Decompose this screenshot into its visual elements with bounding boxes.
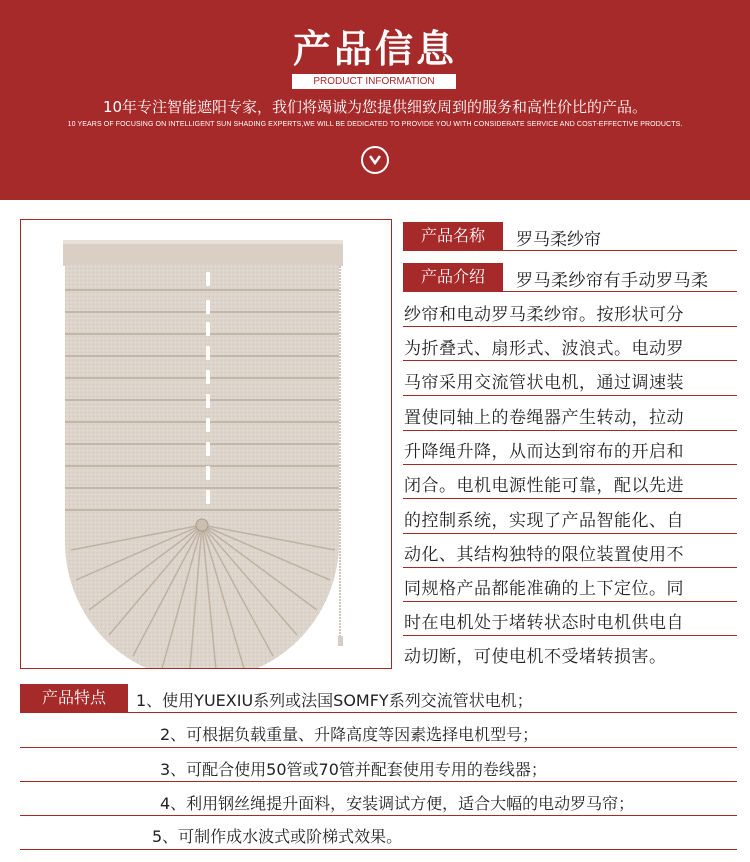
- subtitle-box: [292, 72, 456, 90]
- intro-line: 马帘采用交流管状电机，通过调速装: [404, 373, 684, 393]
- intro-line: 闭合。电机电源性能可靠，配以先进: [404, 476, 684, 496]
- divider: [403, 567, 737, 568]
- feature-item: 2、可根据负载重量、升降高度等因素选择电机型号；: [160, 725, 539, 744]
- product-image: [20, 219, 392, 669]
- chevron-down-circle-icon[interactable]: [361, 146, 389, 174]
- header-banner: [0, 0, 750, 200]
- intro-line: 的控制系统，实现了产品智能化、自: [404, 511, 684, 531]
- divider: [403, 250, 737, 251]
- product-name-label: 产品名称: [403, 222, 503, 250]
- intro-line: 纱帘和电动罗马柔纱帘。按形状可分: [404, 305, 684, 325]
- divider: [403, 601, 737, 602]
- divider: [403, 395, 737, 396]
- intro-line: 同规格产品都能准确的上下定位。同: [404, 579, 684, 599]
- slogan-cn: 10年专注智能遮阳专家，我们将竭诚为您提供细致周到的服务和高性价比的产品。: [102, 98, 648, 116]
- intro-line: 升降绳升降，从而达到帘布的开启和: [404, 442, 684, 462]
- divider: [403, 635, 737, 636]
- divider: [20, 815, 737, 816]
- intro-line: 动切断，可使电机不受堵转损害。: [404, 647, 667, 667]
- divider: [20, 747, 737, 748]
- divider: [403, 291, 737, 292]
- feature-item: 1、使用YUEXIU系列或法国SOMFY系列交流管状电机；: [136, 691, 533, 710]
- product-intro-label: 产品介绍: [403, 263, 503, 291]
- divider: [403, 360, 737, 361]
- slogan-en: 10 YEARS OF FOCUSING ON INTELLIGENT SUN SHADING EXPERTS,WE WILL BE DEDICATED TO PROVIDE YOU WITH CONSIDERATE SERVICE AND COST-EFFECTIVE PRODUCTS.: [67, 121, 683, 128]
- product-name-value: 罗马柔纱帘: [516, 230, 601, 250]
- divider: [403, 498, 737, 499]
- product-features-label: 产品特点: [20, 684, 128, 712]
- feature-item: 3、可配合使用50管或70管并配套使用专用的卷线器；: [160, 760, 547, 779]
- section-title: 产品信息: [292, 26, 457, 71]
- divider: [20, 849, 737, 850]
- divider: [20, 712, 737, 713]
- feature-item: 4、利用钢丝绳提升面料，安装调试方便，适合大幅的电动罗马帘；: [160, 794, 635, 813]
- intro-line: 时在电机处于堵转状态时电机供电自: [404, 613, 684, 633]
- intro-line: 为折叠式、扇形式、波浪式。电动罗: [404, 339, 684, 359]
- divider: [403, 464, 737, 465]
- divider: [403, 533, 737, 534]
- intro-line: 罗马柔纱帘有手动罗马柔: [516, 271, 709, 291]
- feature-item: 5、可制作成水波式或阶梯式效果。: [152, 827, 403, 846]
- intro-line: 动化、其结构独特的限位装置使用不: [404, 545, 684, 565]
- divider: [20, 781, 737, 782]
- intro-line: 置使同轴上的卷绳器产生转动，拉动: [404, 408, 684, 428]
- divider: [403, 430, 737, 431]
- divider: [403, 326, 737, 327]
- section-subtitle: PRODUCT INFORMATION: [292, 74, 456, 89]
